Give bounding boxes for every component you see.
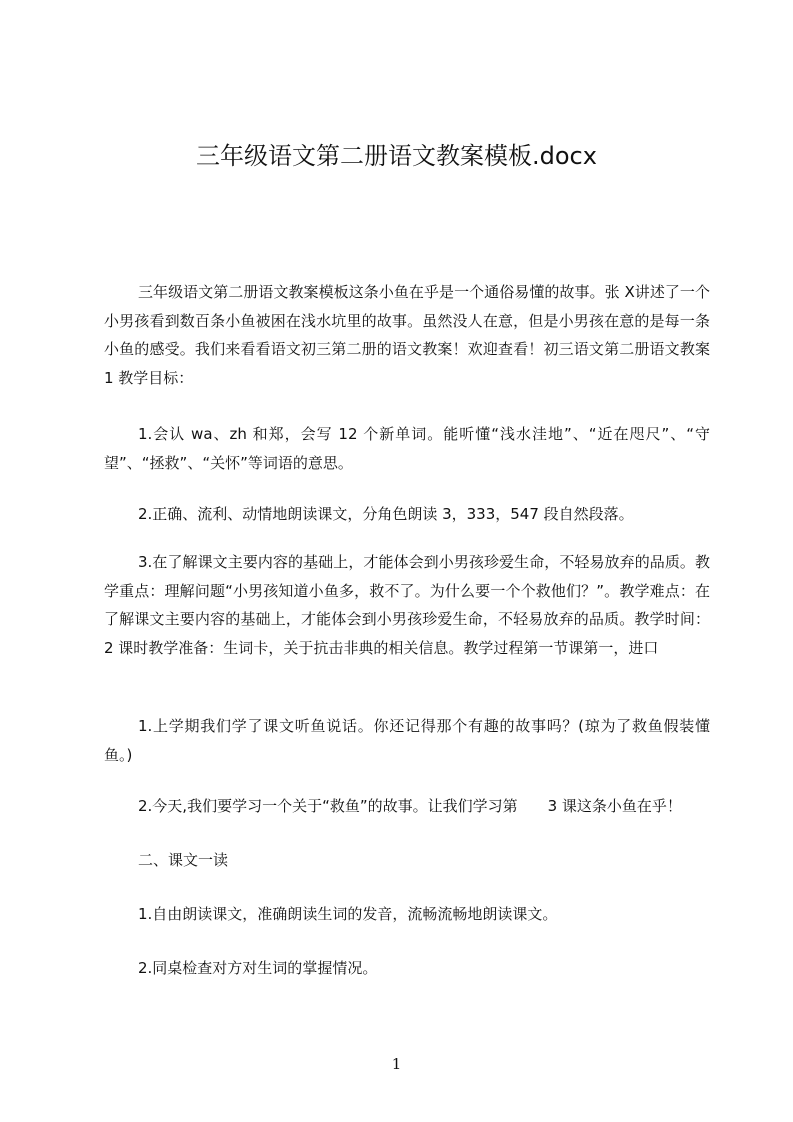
reading-step-1-paragraph: 1.自由朗读课文，准确朗读生词的发音，流畅流畅地朗读课文。 — [138, 905, 558, 923]
page-number: 1 — [391, 1055, 402, 1073]
intro-paragraph: 三年级语文第二册语文教案模板这条小鱼在乎是一个通俗易懂的故事。张 X讲述了一个小男孩看到数百条小鱼被困在浅水坑里的故事。虽然没人在意，但是小男孩在意的是每一条小鱼的感受。我们来看看语文初三第二册的语文教案！欢迎查看！初三语文第二册语文教案 1 教学目标： — [104, 283, 710, 387]
objective-3-paragraph: 3.在了解课文主要内容的基础上，才能体会到小男孩珍爱生命，不轻易放弃的品质。教学重点：理解问题“小男孩知道小鱼多，救不了。为什么要一个个救他们？”。教学难点：在了解课文主要内容的基础上，才能体会到小男孩珍爱生命，不轻易放弃的品质。教学时间：2 课时教学准备：生词卡，关于抗击非典的相关信息。教学过程第一节课第一，进口 — [104, 553, 710, 657]
document-title: 三年级语文第二册语文教案模板.docx — [196, 142, 597, 170]
lesson-step-2-paragraph: 2.今天,我们要学习一个关于“救鱼”的故事。让我们学习第 3 课这条小鱼在乎！ — [138, 797, 682, 815]
lesson-step-1-paragraph: 1.上学期我们学了课文听鱼说话。你还记得那个有趣的故事吗？(琼为了救鱼假装懂鱼。) — [104, 717, 710, 764]
section-heading-reading: 二、课文一读 — [138, 851, 229, 869]
reading-step-2-paragraph: 2.同桌检查对方对生词的掌握情况。 — [138, 959, 378, 977]
objective-2-paragraph: 2.正确、流利、动情地朗读课文，分角色朗读 3，333，547 段自然段落。 — [138, 505, 634, 523]
objective-1-paragraph: 1.会认 wa、zh 和郑，会写 12 个新单词。能听懂“浅水洼地”、“近在咫尺”、“守望”、“拯救”、“关怀”等词语的意思。 — [104, 425, 710, 472]
